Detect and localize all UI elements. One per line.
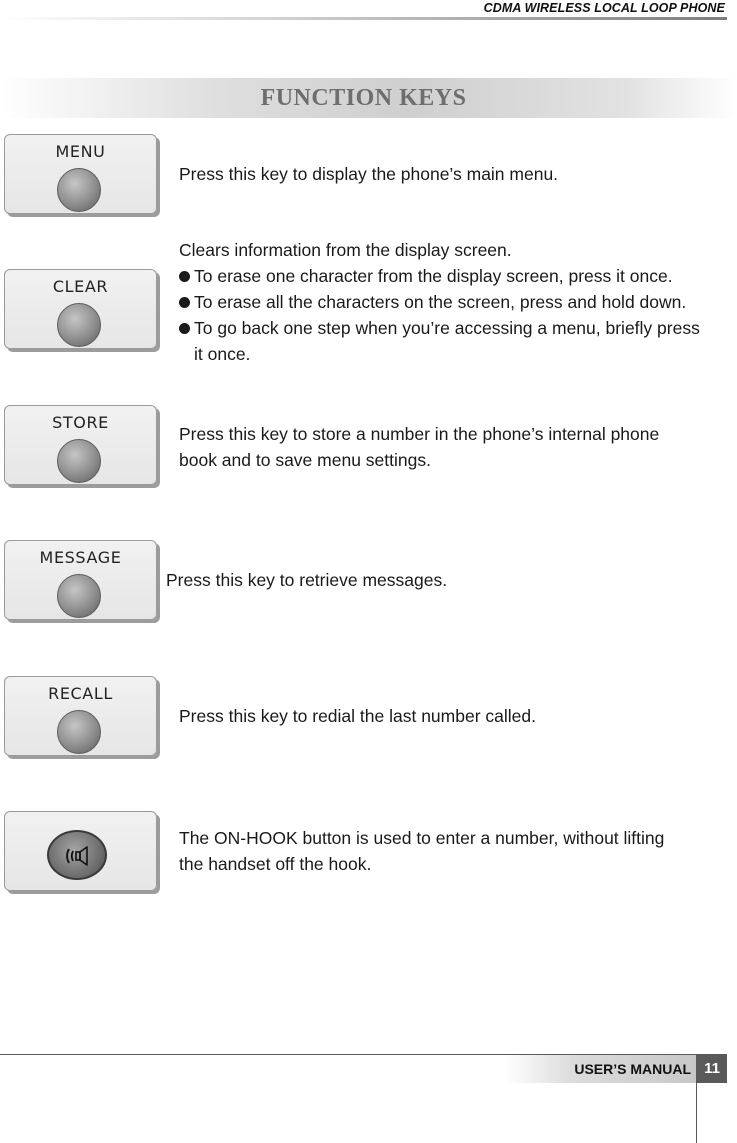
recall-key[interactable] (4, 676, 157, 756)
bullet-icon (179, 297, 190, 308)
clear-key-label: CLEAR (52, 277, 109, 296)
menu-key[interactable] (4, 134, 157, 214)
on-hook-description-line: the handset off the hook. (179, 854, 372, 874)
clear-bullet-continuation: it once. (194, 344, 251, 364)
clear-key-button-icon (57, 303, 101, 347)
clear-bullet-3 (179, 315, 735, 341)
recall-description (179, 703, 536, 729)
menu-description (179, 161, 558, 187)
on-hook-key[interactable] (4, 811, 157, 891)
store-key-label: STORE (52, 413, 109, 432)
page-number: 11 (697, 1054, 727, 1083)
message-description (166, 567, 447, 593)
header-rule (0, 17, 727, 20)
clear-bullet-text: To go back one step when you’re accessing a menu, briefly press (194, 318, 700, 338)
recall-key-label: RECALL (48, 684, 113, 703)
store-description (179, 421, 659, 473)
clear-bullet-2 (179, 289, 735, 315)
store-description-line: Press this key to store a number in the phone’s internal phone (179, 424, 660, 444)
menu-key-button-icon (57, 168, 101, 212)
clear-key[interactable] (4, 269, 157, 349)
clear-bullet-text: To erase all the characters on the screen, press and hold down. (194, 292, 687, 312)
store-key[interactable] (4, 405, 157, 485)
message-key-button-icon (57, 574, 101, 618)
store-key-button-icon (57, 439, 101, 483)
footer-label: USER’S MANUAL (574, 1061, 691, 1077)
on-hook-description (179, 825, 664, 877)
store-description-line: book and to save menu settings. (179, 450, 431, 470)
clear-bullet-1 (179, 263, 735, 289)
menu-key-label: MENU (55, 142, 106, 161)
on-hook-description-line: The ON-HOOK button is used to enter a number, without lifting (179, 828, 665, 848)
clear-bullet-text: To erase one character from the display screen, press it once. (194, 266, 673, 286)
menu-description-line: Press this key to display the phone’s main menu. (179, 164, 559, 184)
message-key-label: MESSAGE (39, 548, 122, 567)
message-description-line: Press this key to retrieve messages. (166, 570, 448, 590)
speaker-icon (63, 843, 93, 869)
message-key[interactable] (4, 540, 157, 620)
on-hook-button (47, 830, 107, 880)
clear-description (179, 237, 735, 367)
clear-description-line: Clears information from the display screen. (179, 240, 512, 260)
bullet-icon (179, 323, 190, 334)
header-title: CDMA WIRELESS LOCAL LOOP PHONE (483, 1, 725, 15)
recall-description-line: Press this key to redial the last number called. (179, 706, 536, 726)
section-title: FUNCTION KEYS (260, 85, 467, 111)
recall-key-button-icon (57, 710, 101, 754)
bullet-icon (179, 271, 190, 282)
